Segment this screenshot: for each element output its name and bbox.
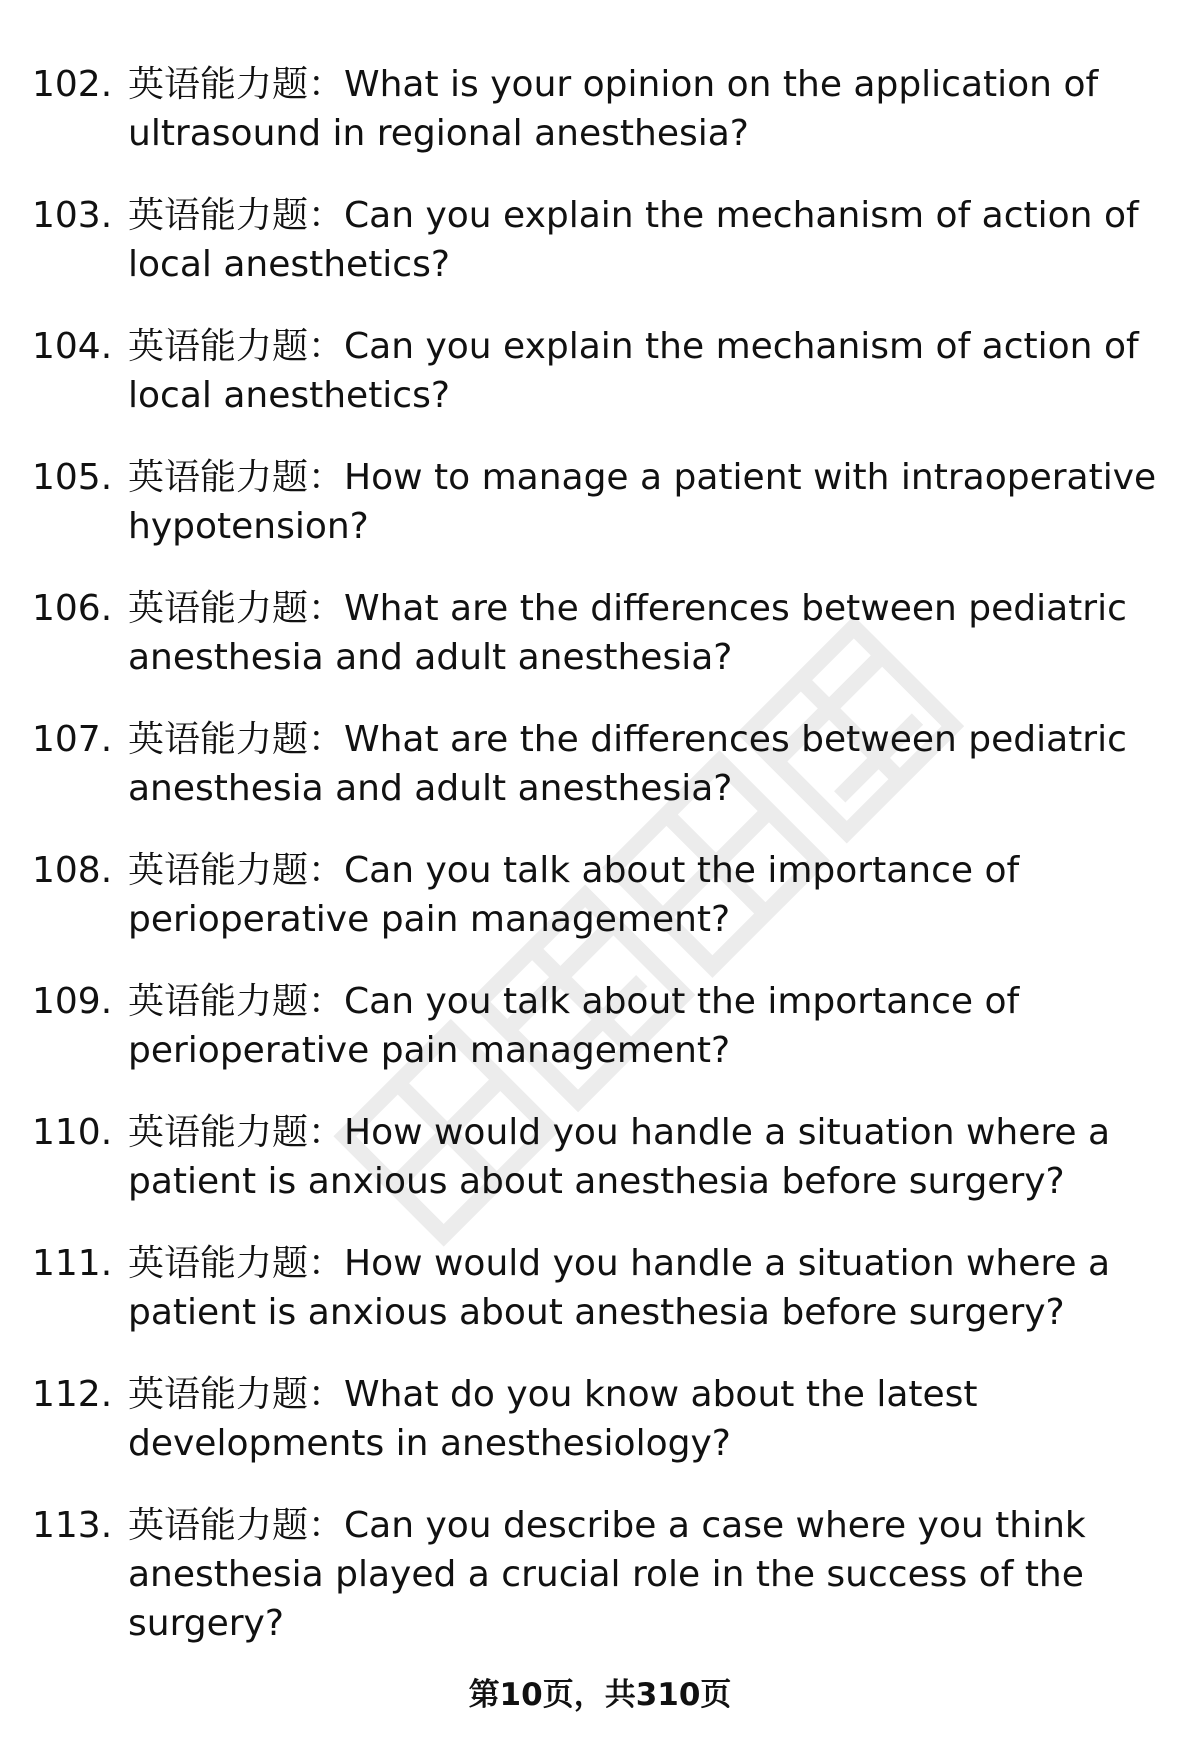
question-number: 111. [32, 1243, 113, 1284]
question-item [32, 1108, 1162, 1206]
question-text: 英语能力题：What is your opinion on the application of ultrasound in regional anesthesia? [128, 64, 1099, 154]
question-item [32, 584, 1162, 682]
question-item [32, 977, 1162, 1075]
question-text: 英语能力题：How would you handle a situation where a patient is anxious about anesthesia before surgery? [128, 1112, 1111, 1202]
question-text: 英语能力题：Can you talk about the importance of perioperative pain management? [128, 850, 1020, 940]
question-number: 103. [32, 195, 113, 236]
question-item [32, 191, 1162, 289]
question-item [32, 715, 1162, 813]
question-item [32, 60, 1162, 158]
question-text: 英语能力题：How would you handle a situation where a patient is anxious about anesthesia before surgery? [128, 1243, 1111, 1333]
question-text: 英语能力题：What are the differences between pediatric anesthesia and adult anesthesia? [128, 588, 1127, 678]
question-number: 112. [32, 1374, 113, 1415]
page-number: 第10页，共310页 [468, 1677, 732, 1713]
question-text: 英语能力题：How to manage a patient with intraoperative hypotension? [128, 457, 1157, 547]
question-number: 107. [32, 719, 113, 760]
question-item [32, 1239, 1162, 1337]
question-text: 英语能力题：Can you explain the mechanism of action of local anesthetics? [128, 195, 1139, 285]
question-number: 104. [32, 326, 113, 367]
question-text: 英语能力题：Can you describe a case where you think anesthesia played a crucial role in the success of the surgery? [128, 1505, 1086, 1644]
question-item [32, 846, 1162, 944]
question-item [32, 1501, 1162, 1648]
question-text: 英语能力题：What are the differences between pediatric anesthesia and adult anesthesia? [128, 719, 1127, 809]
question-text: 英语能力题：Can you talk about the importance of perioperative pain management? [128, 981, 1020, 1071]
question-number: 109. [32, 981, 113, 1022]
question-number: 113. [32, 1505, 113, 1546]
question-item [32, 322, 1162, 420]
question-number: 108. [32, 850, 113, 891]
question-item [32, 1370, 1162, 1468]
question-number: 106. [32, 588, 113, 629]
question-number: 110. [32, 1112, 113, 1153]
question-list [32, 60, 1162, 1681]
question-item [32, 453, 1162, 551]
question-text: 英语能力题：What do you know about the latest developments in anesthesiology? [128, 1374, 978, 1464]
question-number: 102. [32, 64, 113, 105]
question-number: 105. [32, 457, 113, 498]
question-text: 英语能力题：Can you explain the mechanism of action of local anesthetics? [128, 326, 1139, 416]
